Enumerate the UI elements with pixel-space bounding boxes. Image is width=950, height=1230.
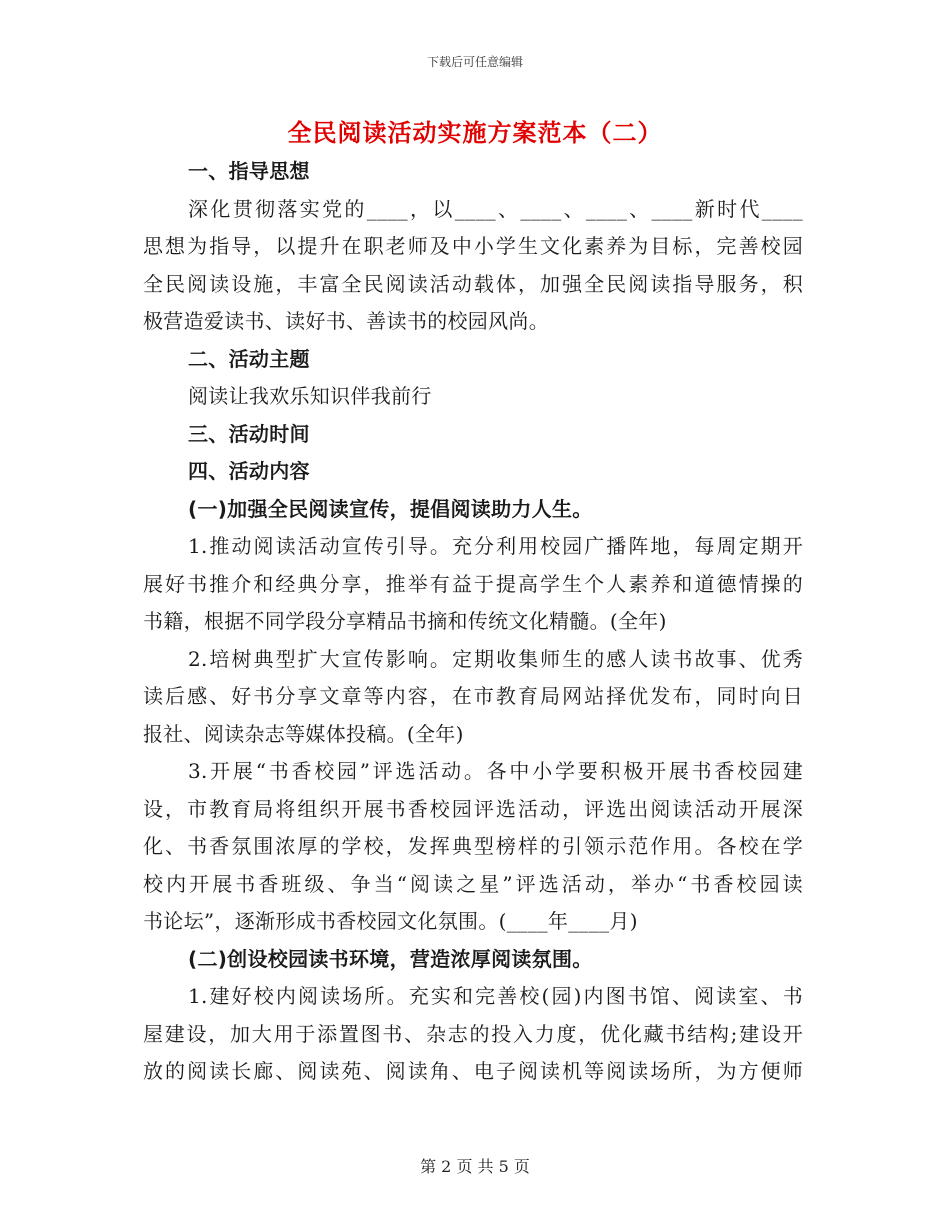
paragraph-line: 思想为指导，以提升在职老师及中小学生文化素养为目标，完善校园	[143, 234, 803, 258]
paragraph-line: 读后感、好书分享文章等内容，在市教育局网站择优发布，同时向日	[143, 684, 803, 708]
paragraph-line: 化、书香氛围浓厚的学校，发挥典型榜样的引领示范作用。各校在学	[143, 834, 803, 858]
paragraph-line: 校内开展书香班级、争当“阅读之星”评选活动，举办“书香校园读	[143, 871, 803, 896]
paragraph-line: 极营造爱读书、读好书、善读书的校园风尚。	[143, 309, 549, 333]
section-heading: (一)加强全民阅读宣传，提倡阅读助力人生。	[188, 496, 593, 521]
paragraph-line: 放的阅读长廊、阅读苑、阅读角、电子阅读机等阅读场所，为方便师	[143, 1059, 803, 1083]
paragraph-line: 3.开展“书香校园”评选活动。各中小学要积极开展书香校园建	[188, 759, 803, 783]
document-body	[143, 153, 803, 1091]
page-number: 第 2 页 共 5 页	[420, 1157, 530, 1176]
paragraph-line: 设，市教育局将组织开展书香校园评选活动，评选出阅读活动开展深	[143, 796, 803, 821]
section-heading: 四、活动内容	[188, 459, 310, 483]
paragraph-line: 2.培树典型扩大宣传影响。定期收集师生的感人读书故事、优秀	[188, 646, 803, 671]
section-heading: 二、活动主题	[188, 346, 310, 371]
paragraph-line: 深化贯彻落实党的____，以____、____、____、____新时代____	[188, 196, 803, 221]
paragraph-line: 书籍，根据不同学段分享精品书摘和传统文化精髓。(全年)	[143, 609, 667, 633]
paragraph-line: 展好书推介和经典分享，推举有益于提高学生个人素养和道德情操的	[143, 571, 803, 596]
paragraph-line: 1.推动阅读活动宣传引导。充分利用校园广播阵地，每周定期开	[188, 534, 803, 558]
paragraph-line: 全民阅读设施，丰富全民阅读活动载体，加强全民阅读指导服务，积	[143, 271, 803, 296]
header-note: 下载后可任意编辑	[426, 55, 523, 69]
paragraph-line: 阅读让我欢乐知识伴我前行	[188, 384, 432, 408]
section-heading: 一、指导思想	[188, 159, 310, 183]
paragraph-line: 屋建设，加大用于添置图书、杂志的投入力度，优化藏书结构;建设开	[143, 1021, 803, 1046]
document-title: 全民阅读活动实施方案范本（二）	[287, 118, 663, 147]
paragraph-line: 书论坛”，逐渐形成书香校园文化氛围。(____年____月)	[143, 909, 638, 933]
section-heading: (二)创设校园读书环境，营造浓厚阅读氛围。	[188, 946, 593, 971]
section-heading: 三、活动时间	[188, 421, 310, 446]
paragraph-line: 报社、阅读杂志等媒体投稿。(全年)	[143, 721, 464, 746]
paragraph-line: 1.建好校内阅读场所。充实和完善校(园)内图书馆、阅读室、书	[188, 984, 803, 1008]
